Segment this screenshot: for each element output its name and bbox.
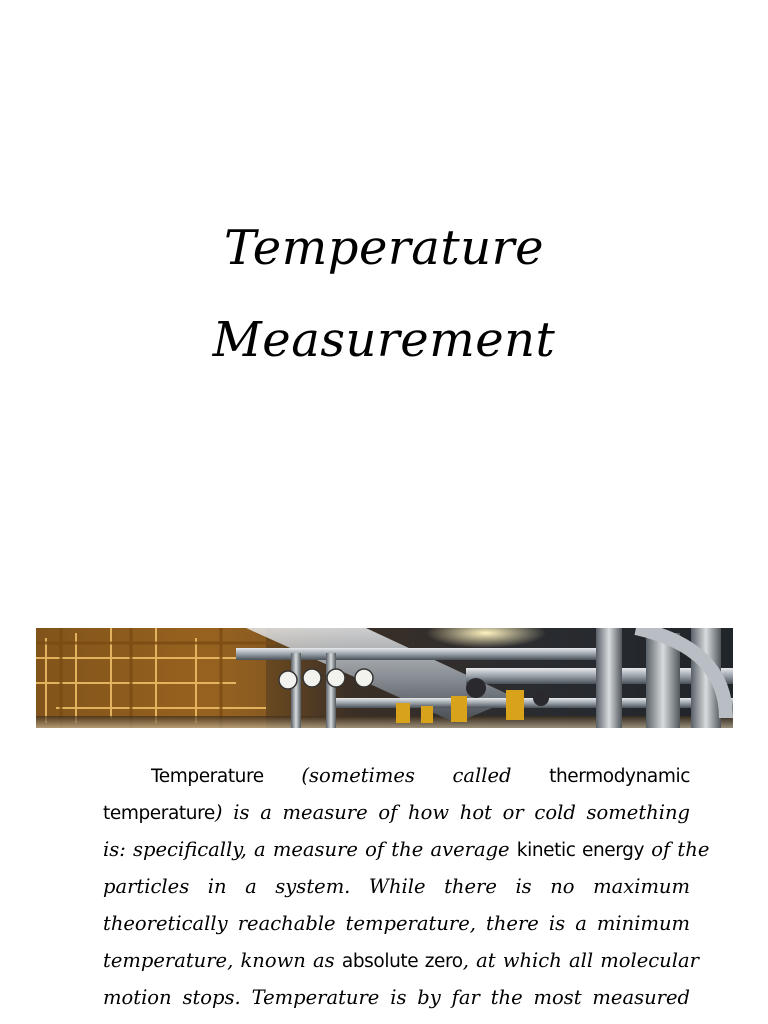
text-segment: theoretically reachable temperature, there is a minimum [103, 912, 690, 935]
text-segment: motion stops. Temperature is by far the most measured [103, 986, 690, 1009]
text-segment: temperature, known as [103, 949, 342, 972]
paragraph-line [103, 794, 690, 831]
key-term: thermodynamic [549, 766, 690, 787]
title-line-1: Temperature [224, 220, 544, 276]
key-term: temperature [103, 803, 215, 824]
paragraph-line [103, 757, 690, 794]
key-term: Temperature [151, 766, 264, 787]
paragraph-line [103, 979, 690, 1016]
text-segment: , at which all molecular [462, 949, 699, 972]
paragraph-line [103, 831, 710, 868]
text-segment: ) is a measure of how hot or cold something [214, 801, 690, 824]
paragraph-line [103, 905, 690, 942]
text-segment: is: specifically, a measure of the average [103, 838, 517, 861]
paragraph-line [103, 942, 699, 979]
text-segment: particles in a system. While there is no maximum [103, 875, 690, 898]
text-segment: of the [644, 838, 710, 861]
paragraph-line [103, 868, 690, 905]
document-title [0, 202, 768, 386]
title-line-2: Measurement [212, 312, 556, 368]
text-segment: (sometimes called [263, 764, 550, 787]
key-term: kinetic energy [516, 840, 645, 861]
industrial-pipes-image [36, 628, 733, 728]
body-paragraph [103, 757, 710, 1016]
key-term: absolute zero [341, 951, 463, 972]
